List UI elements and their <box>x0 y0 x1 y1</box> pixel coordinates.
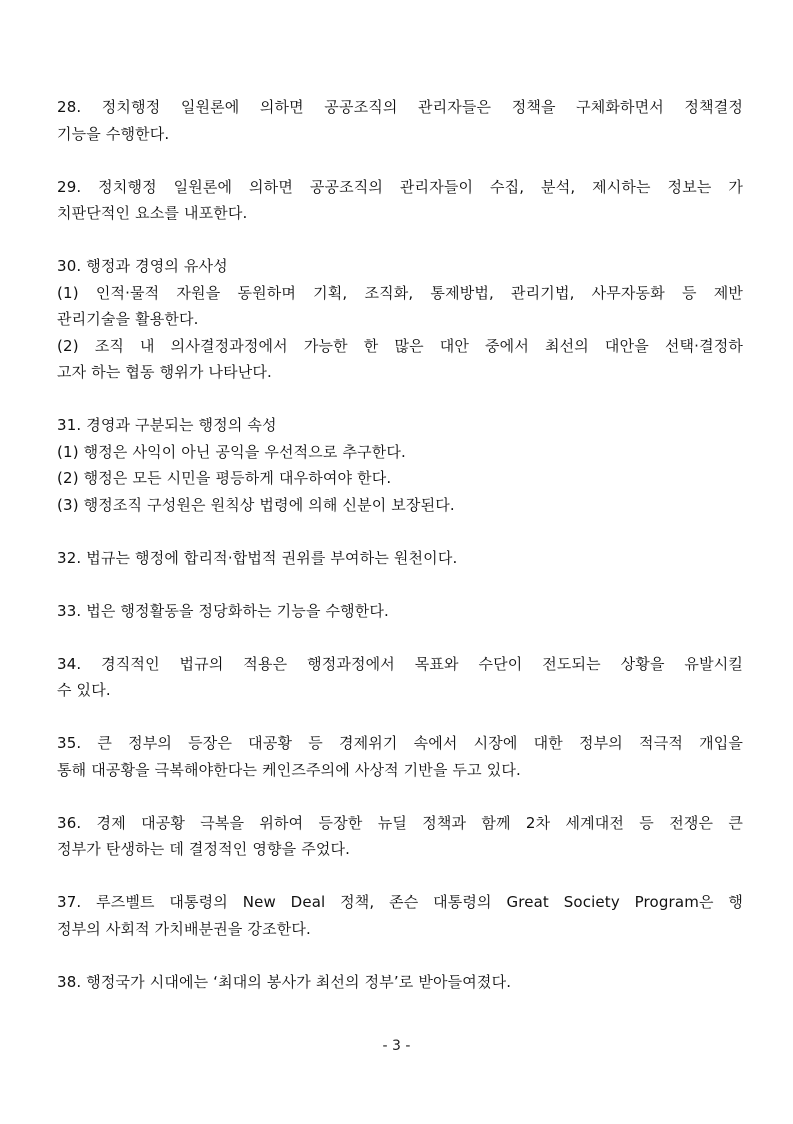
item-33 <box>57 598 743 625</box>
item-38 <box>57 969 743 996</box>
text-line: (3) 행정조직 구성원은 원칙상 법령에 의해 신분이 보장된다. <box>57 495 455 514</box>
item-heading: 31. 경영과 구분되는 행정의 속성 <box>57 416 277 434</box>
text-line: (2) 행정은 모든 시민을 평등하게 대우하여야 한다. <box>57 469 392 487</box>
document-body <box>57 94 743 1022</box>
text-line: 고자 하는 협동 행위가 나타난다. <box>57 363 272 381</box>
text-line: (1) 행정은 사익이 아닌 공익을 우선적으로 추구한다. <box>57 442 406 461</box>
text-line: 37. 루즈벨트 대통령의 New Deal 정책, 존슨 대통령의 Great Society Program은 행 <box>57 893 743 911</box>
text-line: 관리기술을 활용한다. <box>57 310 199 328</box>
item-31 <box>57 412 743 518</box>
text-line: 치판단적인 요소를 내포한다. <box>57 204 248 222</box>
text-line: (1) 인적·물적 자원을 동원하며 기획, 조직화, 통제방법, 관리기법, 사무자동화 등 제반 <box>57 283 743 302</box>
item-28 <box>57 94 743 147</box>
text-line: (2) 조직 내 의사결정과정에서 가능한 한 많은 대안 중에서 최선의 대안을 선택·결정하 <box>57 336 743 355</box>
page-number: - 3 - <box>382 1038 411 1054</box>
text-line: 28. 정치행정 일원론에 의하면 공공조직의 관리자들은 정책을 구체화하면서 정책결정 <box>57 98 743 116</box>
text-line: 34. 경직적인 법규의 적용은 행정과정에서 목표와 수단이 전도되는 상황을 유발시킬 <box>57 654 743 673</box>
text-line: 36. 경제 대공황 극복을 위하여 등장한 뉴딜 정책과 함께 2차 세계대전 등 전쟁은 큰 <box>57 813 743 832</box>
text-line: 35. 큰 정부의 등장은 대공황 등 경제위기 속에서 시장에 대한 정부의 적극적 개입을 <box>57 734 743 752</box>
text-line: 정부가 탄생하는 데 결정적인 영향을 주었다. <box>57 840 351 858</box>
item-36 <box>57 810 743 863</box>
item-37 <box>57 889 743 942</box>
text-line: 정부의 사회적 가치배분권을 강조한다. <box>57 919 311 938</box>
item-35 <box>57 730 743 783</box>
item-heading: 30. 행정과 경영의 유사성 <box>57 257 228 275</box>
item-32 <box>57 545 743 572</box>
text-line: 38. 행정국가 시대에는 ‘최대의 봉사가 최선의 정부’로 받아들여졌다. <box>57 972 512 991</box>
item-34 <box>57 651 743 704</box>
text-line: 기능을 수행한다. <box>57 124 170 143</box>
text-line: 수 있다. <box>57 681 111 699</box>
text-line: 통해 대공황을 극복해야한다는 케인즈주의에 사상적 기반을 두고 있다. <box>57 760 521 779</box>
item-30 <box>57 253 743 386</box>
item-29 <box>57 174 743 227</box>
text-line: 33. 법은 행정활동을 정당화하는 기능을 수행한다. <box>57 601 389 620</box>
text-line: 32. 법규는 행정에 합리적·합법적 권위를 부여하는 원천이다. <box>57 548 458 567</box>
text-line: 29. 정치행정 일원론에 의하면 공공조직의 관리자들이 수집, 분석, 제시하는 정보는 가 <box>57 177 743 196</box>
